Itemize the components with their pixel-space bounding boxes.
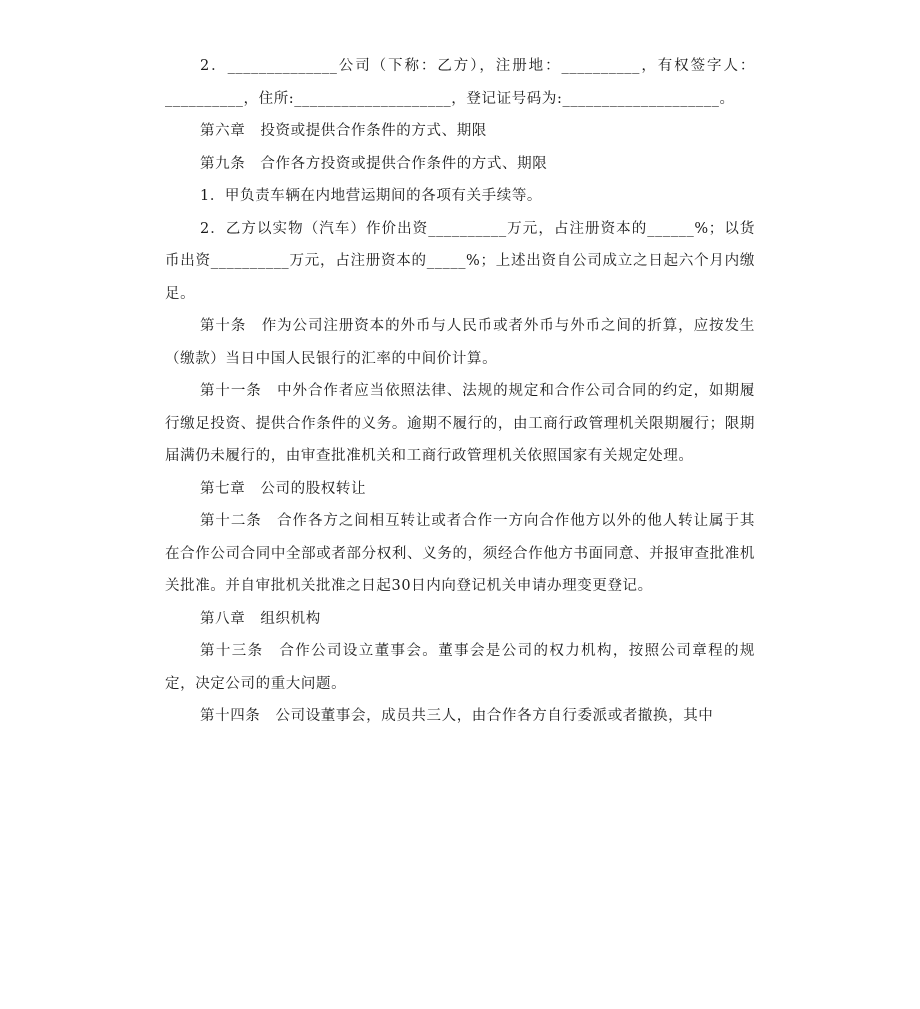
article-9-item-1: 1．甲负责车辆在内地营运期间的各项有关手续等。	[200, 188, 543, 204]
article-10-paragraph: 第十条 作为公司注册资本的外币与人民币或者外币与外币之间的折算，应按发生（缴款）当日中国人民银行的汇率的中间价计算。	[165, 318, 755, 367]
article-9-heading: 第九条 合作各方投资或提供合作条件的方式、期限	[200, 155, 548, 172]
article-14-paragraph: 第十四条 公司设董事会，成员共三人，由合作各方自行委派或者撤换，其中	[200, 708, 714, 724]
article-9-item-2: 2．乙方以实物（汽车）作价出资__________万元，占注册资本的______%；以货币出资__________万元，占注册资本的_____%；上述出资自公司成立之日起六个月内缴足。	[165, 220, 755, 302]
article-11-paragraph: 第十一条 中外合作者应当依照法律、法规的规定和合作公司合同的约定，如期履行缴足投资、提供合作条件的义务。逾期不履行的，由工商行政管理机关限期履行；限期届满仍未履行的，由审查批准机关和工商行政管理机关依照国家有关规定处理。	[165, 383, 755, 464]
chapter-8-heading: 第八章 组织机构	[200, 610, 321, 627]
article-12-paragraph: 第十二条 合作各方之间相互转让或者合作一方向合作他方以外的他人转让属于其在合作公司合同中全部或者部分权利、义务的，须经合作他方书面同意、并报审查批准机关批准。并自审批机关批准之日起30日内向登记机关申请办理变更登记。	[165, 513, 755, 594]
chapter-6-heading: 第六章 投资或提供合作条件的方式、期限	[200, 123, 487, 139]
article-13-paragraph: 第十三条 合作公司设立董事会。董事会是公司的权力机构，按照公司章程的规定，决定公司的重大问题。	[165, 643, 755, 692]
party-b-info-paragraph: 2．______________公司（下称：乙方），注册地：__________，有权签字人：__________，住所:____________________，登记证号码为:____________________。	[165, 58, 755, 107]
document-body	[165, 50, 755, 733]
chapter-7-heading: 第七章 公司的股权转让	[200, 480, 367, 497]
